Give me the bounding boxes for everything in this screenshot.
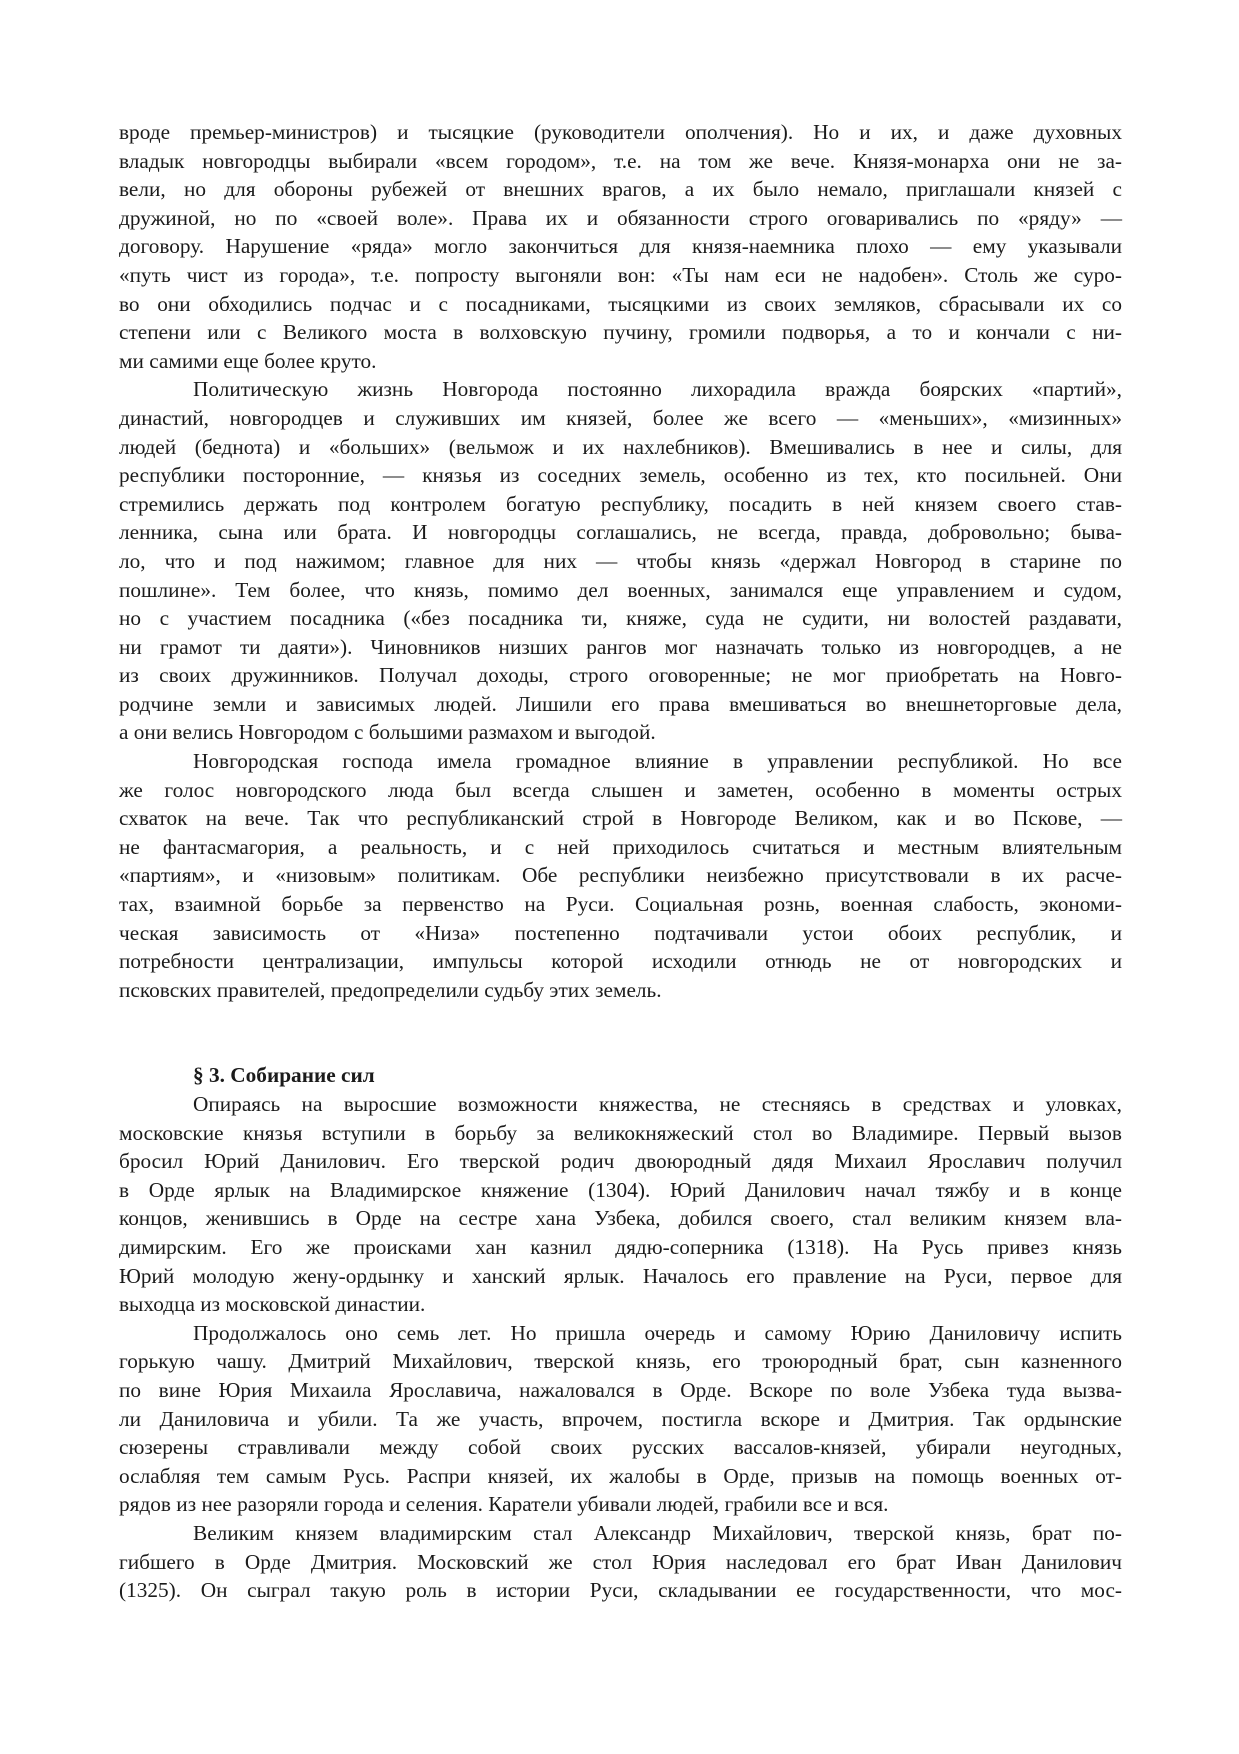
text-line: ми самими еще более круто. (119, 348, 377, 373)
text-line: псковских правителей, предопределили судьбу этих земель. (119, 977, 662, 1002)
text-line: владык новгородцы выбирали «всем городом», т.е. на том же вече. Князя-монарха они не за- (119, 148, 1122, 173)
paragraph (119, 1319, 1122, 1519)
text-line: Новгородская господа имела громадное влияние в управлении республикой. Но все (193, 749, 1122, 774)
text-line: бросил Юрий Данилович. Его тверской родич двоюродный дядя Михаил Ярославич получил (119, 1149, 1122, 1174)
paragraph (119, 1090, 1122, 1319)
text-line: а они велись Новгородом с большими размахом и выгодой. (119, 720, 656, 745)
text-line: по вине Юрия Михаила Ярославича, нажаловался в Орде. Вскоре по воле Узбека туда вызва- (119, 1377, 1122, 1402)
paragraph (119, 1519, 1122, 1605)
text-line: не фантасмагория, а реальность, и с ней приходилось считаться и местным влиятельным (119, 834, 1122, 859)
text-line: степени или с Великого моста в волховскую пучину, громили подворья, а то и кончали с ни- (119, 320, 1122, 345)
text-line: пошлине». Тем более, что князь, помимо дел военных, занимался еще управлением и судом, (119, 577, 1122, 602)
text-line: республики посторонние, — князья из соседних земель, особенно из тех, кто посильней. Они (119, 463, 1122, 488)
text-line: договору. Нарушение «ряда» могло закончиться для князя-наемника плохо — ему указывали (119, 234, 1122, 259)
text-line: стремились держать под контролем богатую республику, посадить в ней князем своего став- (119, 491, 1122, 516)
text-line: концов, женившись в Орде на сестре хана Узбека, добился своего, стал великим князем вла- (119, 1206, 1122, 1231)
text-line: вели, но для обороны рубежей от внешних врагов, а их было немало, приглашали князей с (119, 177, 1122, 202)
text-line: Юрий молодую жену-ордынку и ханский ярлык. Началось его правление на Руси, первое для (119, 1263, 1122, 1288)
document-page (119, 118, 1122, 1605)
text-line: рядов из нее разоряли города и селения. Каратели убивали людей, грабили все и вся. (119, 1492, 889, 1517)
text-line: Великим князем владимирским стал Александр Михайлович, тверской князь, брат по- (193, 1520, 1122, 1545)
text-line: гибшего в Орде Дмитрия. Московский же стол Юрия наследовал его брат Иван Данилович (119, 1549, 1122, 1574)
paragraph (119, 118, 1122, 375)
text-line: Продолжалось оно семь лет. Но пришла очередь и самому Юрию Даниловичу испить (193, 1320, 1122, 1345)
text-line: «путь чист из города», т.е. попросту выгоняли вон: «Ты нам еси не надобен». Столь же суро- (119, 262, 1122, 287)
text-line: во они обходились подчас и с посадниками, тысяцкими из своих земляков, сбрасывали их со (119, 291, 1122, 316)
text-line: потребности централизации, импульсы которой исходили отнюдь не от новгородских и (119, 949, 1122, 974)
text-line: но с участием посадника («без посадника ти, княже, суда не судити, ни волостей раздавати, (119, 606, 1122, 631)
text-line: схваток на вече. Так что республиканский строй в Новгороде Великом, как и во Пскове, — (119, 806, 1122, 831)
text-line: ни грамот ти даяти»). Чиновников низших рангов мог назначать только из новгородцев, а не (119, 634, 1122, 659)
text-line: ческая зависимость от «Низа» постепенно подтачивали устои обоих республик, и (119, 920, 1122, 945)
text-line: дружиной, но по «своей воле». Права их и обязанности строго оговаривались по «ряду» — (119, 205, 1122, 230)
text-line: родчине земли и зависимых людей. Лишили его права вмешиваться во внешнеторговые дела, (119, 691, 1122, 716)
text-line: (1325). Он сыграл такую роль в истории Руси, складывании ее государственности, что мос- (119, 1578, 1122, 1603)
paragraph (119, 375, 1122, 747)
text-line: «партиям», и «низовым» политикам. Обе республики неизбежно присутствовали в их расче- (119, 863, 1122, 888)
text-line: ло, что и под нажимом; главное для них — чтобы князь «держал Новгород в старине по (119, 548, 1122, 573)
text-line: сюзерены стравливали между собой своих русских вассалов-князей, убирали неугодных, (119, 1435, 1122, 1460)
text-line: ленника, сына или брата. И новгородцы соглашались, не всегда, правда, добровольно; быва- (119, 520, 1122, 545)
text-line: Опираясь на выросшие возможности княжества, не стесняясь в средствах и уловках, (193, 1092, 1122, 1116)
text-line: Политическую жизнь Новгорода постоянно лихорадила вражда боярских «партий», (193, 377, 1122, 402)
text-line: димирским. Его же происками хан казнил дядю-соперника (1318). На Русь привез князь (119, 1234, 1122, 1259)
text-line: же голос новгородского люда был всегда слышен и заметен, особенно в моменты острых (119, 777, 1122, 802)
text-line: людей (беднота) и «больших» (вельмож и их нахлебников). Вмешивались в нее и силы, для (119, 434, 1122, 459)
text-line: в Орде ярлык на Владимирское княжение (1304). Юрий Данилович начал тяжбу и в конце (119, 1177, 1122, 1202)
text-line: московские князья вступили в борьбу за великокняжеский стол во Владимире. Первый вызов (119, 1120, 1122, 1145)
text-line: горькую чашу. Дмитрий Михайлович, тверской князь, его троюродный брат, сын казненного (119, 1349, 1122, 1374)
text-line: ослабляя тем самым Русь. Распри князей, их жалобы в Орде, призыв на помощь военных от- (119, 1463, 1122, 1488)
text-line: ли Даниловича и убили. Та же участь, впрочем, постигла вскоре и Дмитрия. Так ордынские (119, 1406, 1122, 1431)
text-line: вроде премьер-министров) и тысяцкие (руководители ополчения). Но и их, и даже духовных (119, 120, 1122, 144)
paragraph (119, 747, 1122, 1004)
text-line: выходца из московской династии. (119, 1292, 426, 1317)
section-spacer (119, 1004, 1122, 1061)
text-line: династий, новгородцев и служивших им князей, более же всего — «меньших», «мизинных» (119, 405, 1122, 430)
section-heading: § 3. Собирание сил (193, 1063, 375, 1088)
text-line: тах, взаимной борьбе за первенство на Руси. Социальная рознь, военная слабость, экономи- (119, 892, 1122, 917)
text-line: из своих дружинников. Получал доходы, строго оговоренные; не мог приобретать на Новго- (119, 663, 1122, 688)
